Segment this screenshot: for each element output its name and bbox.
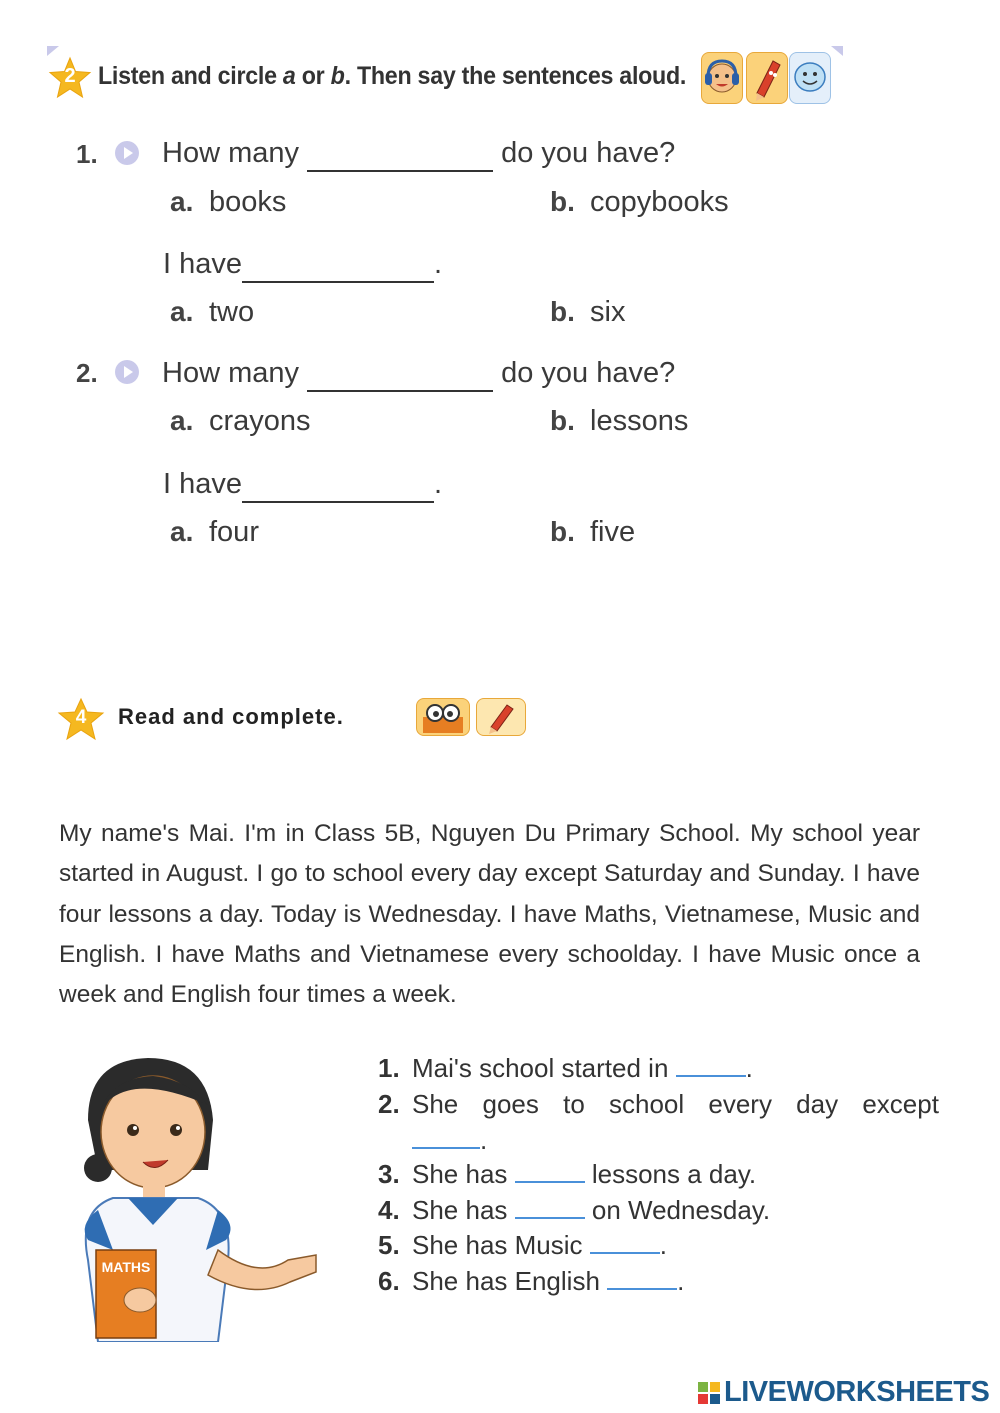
- question-item: 3. She has lessons a day.: [378, 1159, 757, 1189]
- reading-passage: My name's Mai. I'm in Class 5B, Nguyen Du Primary School. My school year started in August. I go to school every day except Saturday and Sunday. I have four lessons a day. Today is Wednesday. I have Maths, Vietnamese, Music and English. I have Maths and Vietnamese every schoolday. I have Music once a week and English four times a week.: [59, 820, 920, 1009]
- answer-blank[interactable]: [242, 468, 434, 503]
- question-item: 6. She has English .: [378, 1266, 685, 1296]
- option-a-text[interactable]: four: [209, 516, 259, 548]
- answer-blank[interactable]: [307, 137, 493, 172]
- option-a-label[interactable]: a.: [170, 296, 194, 327]
- corner-decoration-right: [831, 46, 843, 56]
- exercise-title: Listen and circle a or b. Then say the sentences aloud.: [98, 62, 687, 90]
- answer-blank[interactable]: [590, 1251, 660, 1254]
- liveworksheets-brand[interactable]: LIVEWORKSHEETS: [724, 1376, 990, 1408]
- exercise-number: 4: [75, 707, 87, 728]
- option-a-label[interactable]: a.: [170, 186, 194, 217]
- exercise-number: 2: [64, 65, 76, 87]
- answer-blank[interactable]: [307, 357, 493, 392]
- answer-blank[interactable]: [412, 1146, 480, 1149]
- question-item-continued: .: [412, 1125, 487, 1156]
- answer-blank[interactable]: [515, 1180, 585, 1183]
- corner-decoration-left: [47, 46, 59, 56]
- answer-sentence: I have .: [163, 248, 442, 283]
- question-number: 2.: [76, 358, 98, 388]
- option-a-text[interactable]: two: [209, 296, 255, 328]
- option-b-text[interactable]: copybooks: [590, 186, 729, 218]
- option-b-text[interactable]: lessons: [590, 405, 689, 437]
- writing-skill-icon: [746, 52, 788, 104]
- girl-illustration: [58, 1050, 320, 1342]
- question-text: How many do you have?: [162, 357, 675, 392]
- option-b-label[interactable]: b.: [550, 296, 575, 327]
- question-item: 5. She has Music .: [378, 1230, 667, 1260]
- question-item: 1. Mai's school started in .: [378, 1053, 753, 1083]
- answer-blank[interactable]: [676, 1074, 746, 1077]
- question-text: How many do you have?: [162, 137, 675, 172]
- answer-blank[interactable]: [515, 1216, 585, 1219]
- exercise-number-star-icon: [48, 56, 92, 100]
- speaking-skill-icon: [789, 52, 831, 104]
- answer-blank[interactable]: [607, 1287, 677, 1290]
- option-a-label[interactable]: a.: [170, 516, 194, 547]
- question-number: 1.: [76, 139, 98, 169]
- option-a-text[interactable]: crayons: [209, 405, 311, 437]
- option-b-label[interactable]: b.: [550, 186, 575, 217]
- answer-blank[interactable]: [242, 248, 434, 283]
- option-b-label[interactable]: b.: [550, 516, 575, 547]
- listening-skill-icon: [701, 52, 743, 104]
- reading-skill-icon: [416, 698, 470, 736]
- option-b-text[interactable]: six: [590, 296, 626, 328]
- option-b-label[interactable]: b.: [550, 405, 575, 436]
- question-item: 4. She has on Wednesday.: [378, 1195, 771, 1225]
- audio-play-icon[interactable]: [114, 359, 140, 385]
- writing-skill-icon: [476, 698, 526, 736]
- liveworksheets-logo-icon: [698, 1382, 720, 1404]
- option-a-label[interactable]: a.: [170, 405, 194, 436]
- exercise-title: Read and complete.: [118, 704, 344, 729]
- option-b-text[interactable]: five: [590, 516, 636, 548]
- exercise-number-star-icon: [57, 697, 105, 741]
- audio-play-icon[interactable]: [114, 140, 140, 166]
- answer-sentence: I have .: [163, 468, 442, 503]
- option-a-text[interactable]: books: [209, 186, 287, 218]
- book-label: MATHS: [101, 1259, 151, 1275]
- question-item: 2. She goes to school every day except: [378, 1089, 939, 1119]
